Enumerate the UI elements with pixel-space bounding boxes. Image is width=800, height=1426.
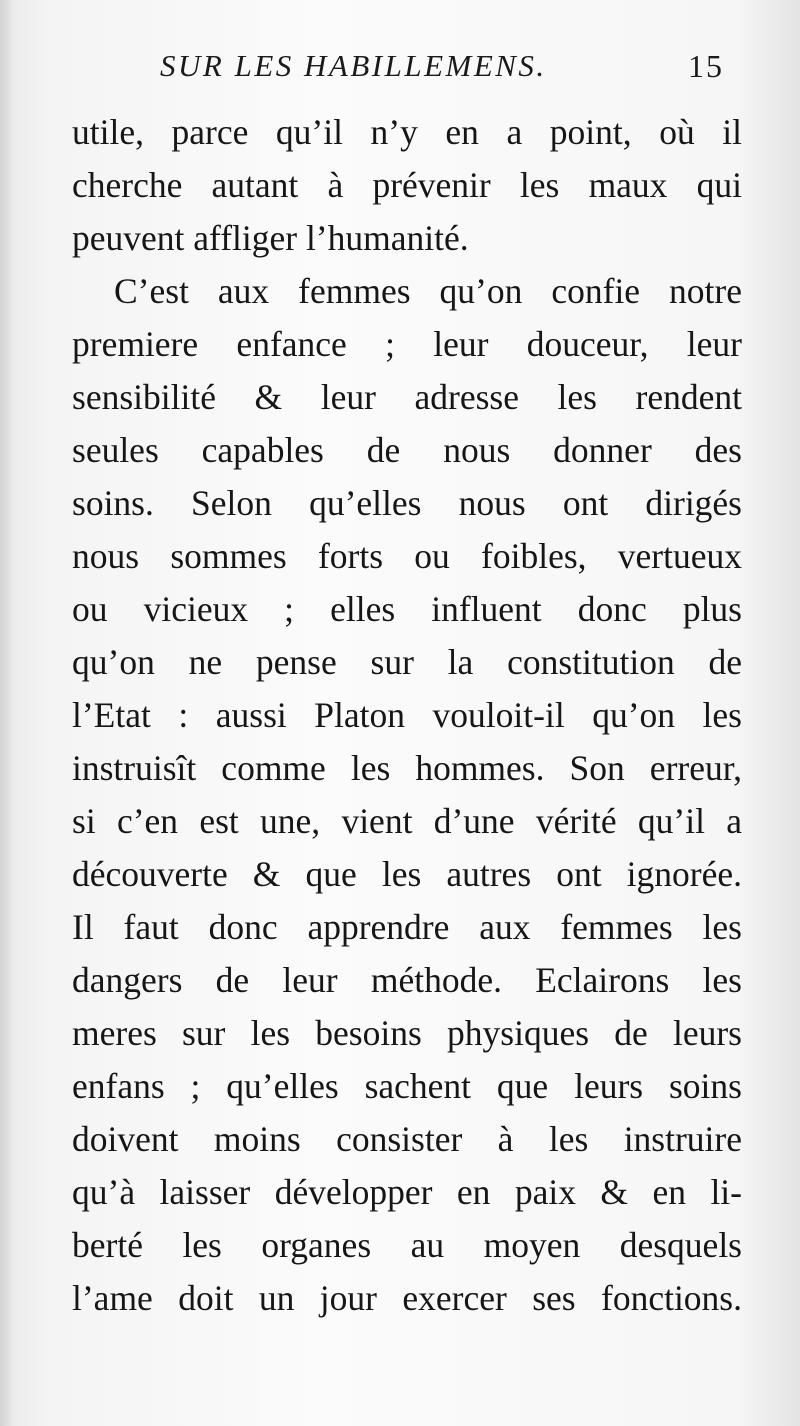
running-header — [0, 48, 800, 92]
text-line-paragraph-start: C’est aux femmes qu’on confie notre — [114, 271, 742, 311]
text-line: berté les organes au moyen desquels — [72, 1225, 742, 1265]
text-line: peuvent affliger l’humanité. — [72, 218, 469, 258]
text-line: soins. Selon qu’elles nous ont dirigés — [72, 483, 742, 523]
text-line: qu’on ne pense sur la constitution de — [72, 642, 742, 682]
text-line: instruisît comme les hommes. Son erreur, — [72, 748, 742, 788]
running-title: SUR LES HABILLEMENS. — [160, 48, 547, 83]
text-line: cherche autant à prévenir les maux qui — [72, 165, 742, 205]
text-line: utile, parce qu’il n’y en a point, où il — [72, 112, 742, 152]
text-line: si c’en est une, vient d’une vérité qu’il a — [72, 801, 742, 841]
text-line: ou vicieux ; elles influent donc plus — [72, 589, 742, 629]
text-line: seules capables de nous donner des — [72, 430, 742, 470]
text-line: enfans ; qu’elles sachent que leurs soins — [72, 1066, 742, 1106]
text-line: dangers de leur méthode. Eclairons les — [72, 960, 742, 1000]
text-line: nous sommes forts ou foibles, vertueux — [72, 536, 742, 576]
text-line: qu’à laisser développer en paix & en li- — [72, 1172, 742, 1212]
text-line: l’ame doit un jour exercer ses fonctions. — [72, 1278, 742, 1318]
text-line: découverte & que les autres ont ignorée. — [72, 854, 742, 894]
text-line: doivent moins consister à les instruire — [72, 1119, 742, 1159]
text-line: l’Etat : aussi Platon vouloit-il qu’on les — [72, 695, 742, 735]
page-gutter-shadow — [0, 0, 14, 1426]
text-line: sensibilité & leur adresse les rendent — [72, 377, 742, 417]
body-text — [72, 106, 742, 1325]
text-line: meres sur les besoins physiques de leurs — [72, 1013, 742, 1053]
text-line: Il faut donc apprendre aux femmes les — [72, 907, 742, 947]
page-number: 15 — [688, 48, 724, 84]
text-line: premiere enfance ; leur douceur, leur — [72, 324, 742, 364]
